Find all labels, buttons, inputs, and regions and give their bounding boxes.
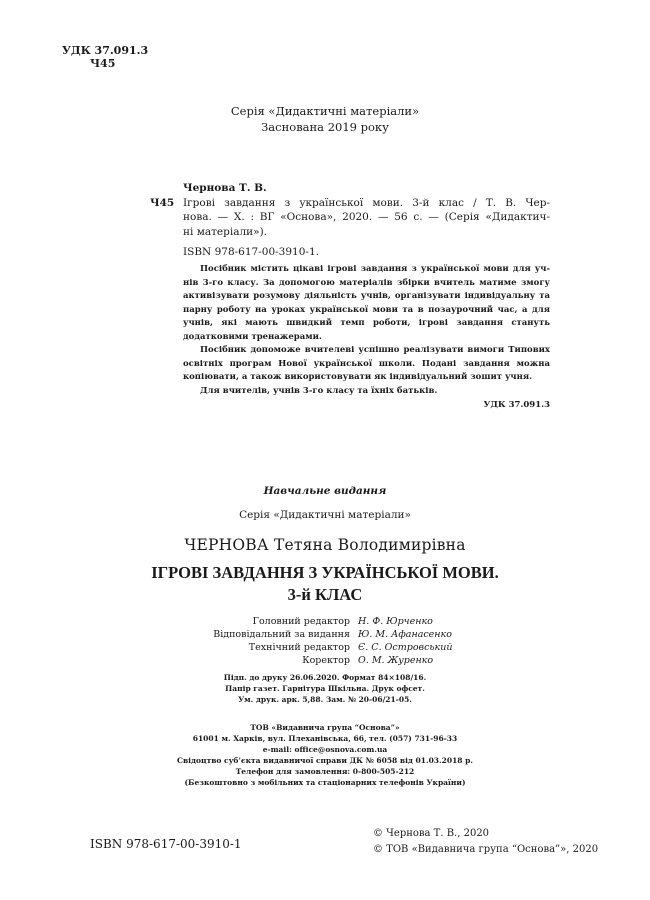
publisher-info [0,722,650,788]
bib-desc-line: ні матеріали»). [183,225,268,238]
credit-row [180,628,452,641]
bib-description [183,196,550,240]
credit-row [180,615,452,628]
abstract [183,263,550,398]
copyright-publisher: © ТОВ «Видавнича група “Основа”», 2020 [373,844,599,855]
abstract-paragraph: Посібник допоможе вчителеві успішно реалізувати вимоги Типових освітніх програм Нової української школи. Подані завдання можна копіювати, а також використовувати як індивідуальний зошит учня. [183,345,550,382]
print-info-line: Ум. друк. арк. 5,88. Зам. № 20-06/21-05. [238,695,412,704]
credit-row [180,641,452,654]
imprint-author [0,536,650,554]
abstract-paragraph: Посібник містить цікаві ігрові завдання з української мови для учнів 3-го класу. За допомогою матеріалів збірки вчитель матиме змогу активізувати розумову діяльність учнів, організувати індивідуальну та парну роботу на уроках української мови та в позаурочний час, а для учнів, які мають швидкий темп роботи, ігрові завдання стануть додатковими тренажерами. [183,264,550,342]
bib-desc-line: нова. — Х. : ВГ «Основа», 2020. — 56 с. — (Серія «Дидактич- [183,211,550,223]
copyright-block [373,826,598,858]
publisher-line: 61001 м. Харків, вул. Плеханівська, 66, тел. (057) 731-96-33 [192,734,458,743]
title-line: ІГРОВІ ЗАВДАННЯ З УКРАЇНСЬКОЇ МОВИ. [151,563,499,582]
credit-name: Є. С. Островський [358,642,453,653]
publisher-line: e-mail: office@osnova.com.ua [262,745,388,754]
series-founded: Заснована 2019 року [261,120,389,134]
abstract-paragraph: Для вчителів, учнів 3-го класу та їхніх батьків. [200,385,438,396]
footer-isbn: ISBN 978-617-00-3910-1 [90,837,242,851]
publisher-line: Телефон для замовлення: 0-800-505-212 [235,767,415,776]
series-header [0,103,650,135]
print-info-line: Підп. до друку 26.06.2020. Формат 84×108/16. [223,673,427,682]
author-mark: Ч45 [90,57,116,70]
bib-author: Чернова Т. В. [183,182,267,194]
credit-role: Коректор [302,655,350,666]
credit-name: Н. Ф. Юрченко [358,616,433,627]
bib-isbn: ISBN 978-617-00-3910-1. [183,246,319,258]
author-name: Тетяна Володимирівна [273,536,466,554]
udk-code-bottom: УДК 37.091.3 [483,400,550,410]
author-surname: ЧЕРНОВА [184,536,269,554]
book-title [0,562,650,606]
copyright-author: © Чернова Т. В., 2020 [373,828,490,839]
title-line: 3-й КЛАС [287,585,363,604]
credit-name: Ю. М. Афанасенко [358,629,452,640]
credit-name: О. М. Журенко [358,655,434,666]
publisher-line: Свідоцтво суб’єкта видавничої справи ДК № 6058 від 01.03.2018 р. [177,756,473,765]
series-name: Серія «Дидактичні матеріали» [230,104,420,118]
credit-role: Відповідальний за видання [213,629,350,640]
imprint-series: Серія «Дидактичні матеріали» [239,509,411,521]
credits [180,615,452,667]
bib-desc-line: Ігрові завдання з української мови. 3-й клас / Т. В. Чер- [183,196,550,209]
udk-block-top [62,44,148,70]
edition-type: Навчальне видання [263,485,387,497]
print-info-line: Папір газет. Гарнітура Шкільна. Друк офсет. [225,684,425,693]
credit-role: Технічний редактор [248,642,350,653]
publisher-line: (Безкоштовно з мобільних та стаціонарних телефонів України) [184,778,466,787]
publisher-line: ТОВ «Видавнича група “Основа”» [250,723,400,732]
credit-row [180,654,452,667]
udk-code: УДК 37.091.3 [62,44,149,57]
print-info [0,672,650,705]
bib-code: Ч45 [150,196,175,209]
credit-role: Головний редактор [252,616,350,627]
